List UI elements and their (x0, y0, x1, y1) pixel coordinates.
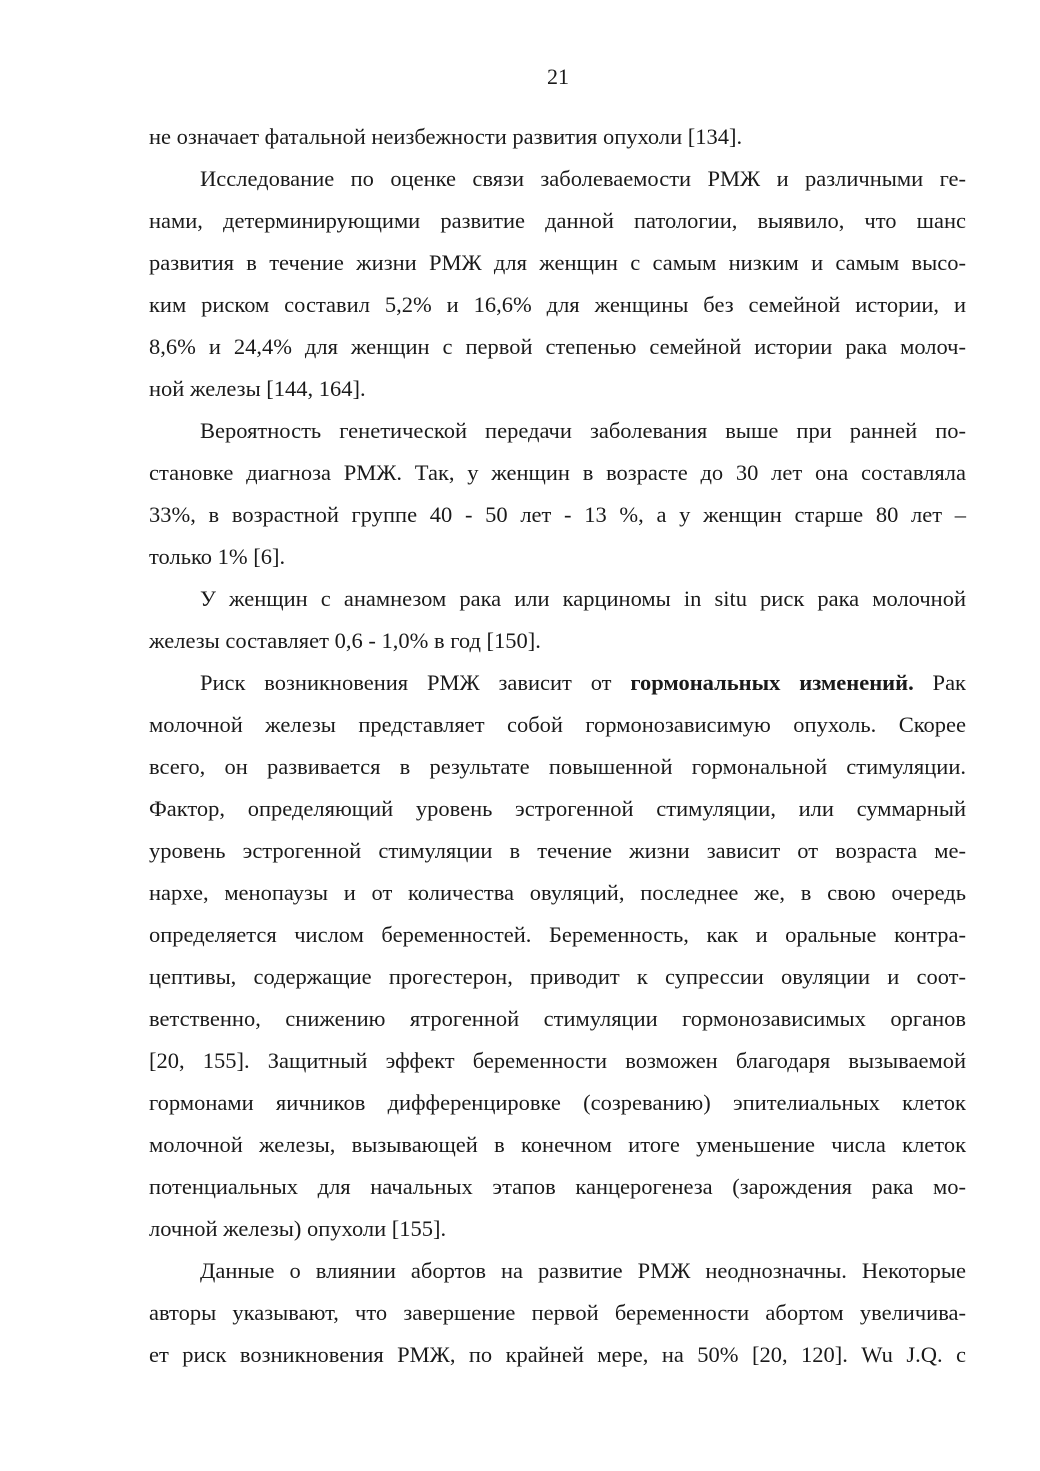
text-line: Фактор, определяющий уровень эстрогенной стимуляции, или суммарный (149, 796, 966, 821)
paragraph (149, 410, 966, 578)
text-line: лочной железы) опухоли [155]. (149, 1216, 447, 1241)
text-line: Вероятность генетической передачи заболевания выше при ранней по- (200, 418, 966, 443)
text-line: только 1% [6]. (149, 544, 286, 569)
page-number: 21 (547, 64, 569, 89)
text-line: авторы указывают, что завершение первой беременности абортом увеличива- (149, 1300, 966, 1325)
text-line (149, 662, 966, 704)
text-line: гормонами яичников дифференцировке (созреванию) эпителиальных клеток (149, 1090, 966, 1115)
text-line: потенциальных для начальных этапов канцерогенеза (зарождения рака мо- (149, 1174, 966, 1199)
text-run: Рак (913, 670, 966, 695)
text-line: ной железы [144, 164]. (149, 376, 366, 401)
text-line: молочной железы, вызывающей в конечном итоге уменьшение числа клеток (149, 1132, 966, 1157)
text-line: Исследование по оценке связи заболеваемости РМЖ и различными ге- (200, 166, 966, 191)
paragraph (149, 1250, 966, 1376)
text-line: молочной железы представляет собой гормонозависимую опухоль. Скорее (149, 712, 966, 737)
text-line: становке диагноза РМЖ. Так, у женщин в возрасте до 30 лет она составляла (149, 460, 966, 485)
text-line: ет риск возникновения РМЖ, по крайней мере, на 50% [20, 120]. Wu J.Q. с (149, 1342, 966, 1367)
text-line: Данные о влиянии абортов на развитие РМЖ неоднозначны. Некоторые (200, 1258, 966, 1283)
text-line: определяется числом беременностей. Беременность, как и оральные контра- (149, 922, 966, 947)
emphasis-text: гормональных изменений. (630, 670, 914, 695)
text-line: всего, он развивается в результате повышенной гормональной стимуляции. (149, 754, 966, 779)
paragraph (149, 578, 966, 662)
text-run: Риск возникновения РМЖ зависит от (200, 670, 631, 695)
text-line: 33%, в возрастной группе 40 - 50 лет - 13 %, а у женщин старше 80 лет – (149, 502, 966, 527)
document-body (149, 116, 966, 1376)
text-line: [20, 155]. Защитный эффект беременности возможен благодаря вызываемой (149, 1048, 966, 1073)
text-line: железы составляет 0,6 - 1,0% в год [150]. (149, 628, 541, 653)
text-line: развития в течение жизни РМЖ для женщин с самым низким и самым высо- (149, 250, 966, 275)
text-line: нами, детерминирующими развитие данной патологии, выявило, что шанс (149, 208, 966, 233)
text-line: У женщин с анамнезом рака или карциномы in situ риск рака молочной (200, 586, 966, 611)
text-line: уровень эстрогенной стимуляции в течение жизни зависит от возраста ме- (149, 838, 966, 863)
text-line: не означает фатальной неизбежности развития опухоли [134]. (149, 124, 743, 149)
paragraph (149, 158, 966, 410)
text-line: ким риском составил 5,2% и 16,6% для женщины без семейной истории, и (149, 292, 966, 317)
text-line: цептивы, содержащие прогестерон, приводит к супрессии овуляции и соот- (149, 964, 966, 989)
text-line: 8,6% и 24,4% для женщин с первой степенью семейной истории рака молоч- (149, 334, 966, 359)
text-line: ветственно, снижению ятрогенной стимуляции гормонозависимых органов (149, 1006, 966, 1031)
paragraph (149, 116, 966, 158)
text-line: нархе, менопаузы и от количества овуляций, последнее же, в свою очередь (149, 880, 966, 905)
paragraph (149, 662, 966, 1250)
